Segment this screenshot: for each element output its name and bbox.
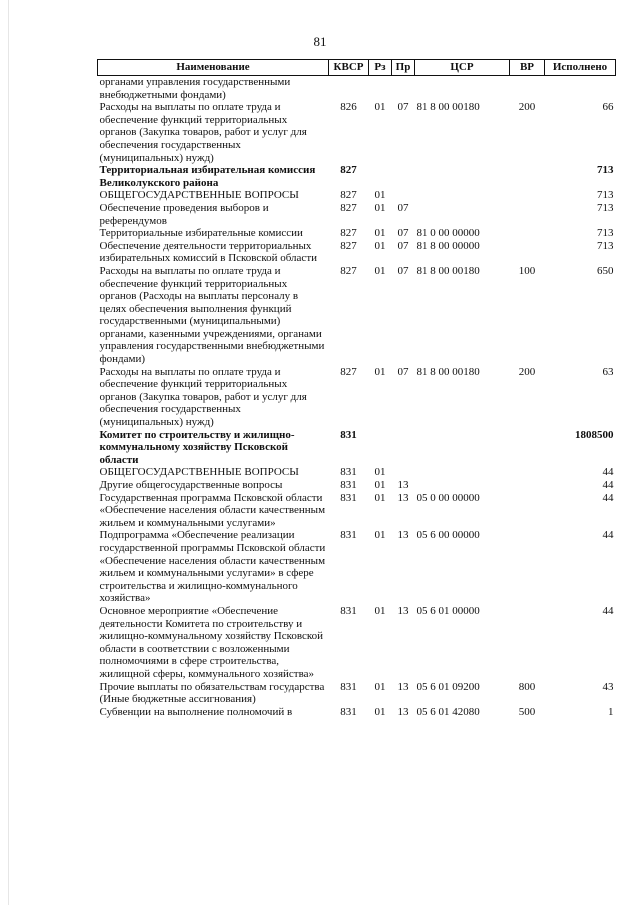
cell-name: Комитет по строительству и жилищно-коммунальному хозяйству Псковской области [99, 428, 295, 466]
cell-name: Расходы на выплаты по оплате труда и обеспечение функций территориальных органов (Закупка товаров, работ и услуг для обеспечения государственных (муниципальных) нужд) [99, 101, 307, 164]
cell-csr [415, 202, 510, 227]
cell-kvsr: 831 [340, 428, 357, 441]
cell-vr [510, 605, 545, 681]
cell-kvsr: 827 [340, 164, 357, 177]
cell-done: 713 [597, 189, 614, 202]
table-row [98, 466, 616, 479]
cell-name: Основное мероприятие «Обеспечение деятельности Комитета по строительству и жилищно-коммунальному хозяйству Псковской области в соответствии с возложенными полномочиями в сфере строительства, жилищной сферы, коммунального хозяйства» [99, 604, 324, 680]
table-header [98, 60, 616, 76]
cell-vr: 500 [518, 705, 536, 718]
cell-name: Другие общегосударственные вопросы [99, 479, 283, 491]
page-number: 81 [313, 34, 327, 49]
cell-csr: 81 8 00 00180 [416, 264, 480, 277]
cell-kvsr: 831 [340, 705, 357, 718]
cell-csr: 81 8 00 00180 [416, 101, 480, 114]
budget-table [97, 59, 616, 718]
cell-vr: 200 [518, 101, 536, 114]
cell-vr [510, 76, 545, 102]
cell-vr: 200 [518, 365, 536, 378]
cell-name: Подпрограмма «Обеспечение реализации государственной программы Псковской области «Обеспечение населения области качественным жильем и коммунальными услугами» в сфере строительства и жилищно-коммунального хозяйства» [99, 529, 326, 605]
cell-done: 63 [602, 365, 614, 378]
cell-vr [510, 227, 545, 240]
table-row [98, 101, 616, 164]
cell-vr [510, 202, 545, 227]
cell-pr [392, 189, 415, 202]
cell-rz: 01 [374, 365, 386, 378]
cell-done: 43 [602, 680, 614, 693]
page-edge-line [8, 0, 9, 905]
cell-kvsr: 831 [340, 604, 357, 617]
cell-pr: 13 [397, 705, 409, 718]
cell-pr: 07 [397, 264, 409, 277]
cell-pr: 13 [397, 491, 409, 504]
table-row [98, 202, 616, 227]
cell-vr [510, 429, 545, 467]
cell-done: 1 [608, 705, 614, 718]
cell-csr: 05 6 01 09200 [416, 680, 480, 693]
table-row [98, 189, 616, 202]
cell-rz: 01 [374, 491, 386, 504]
cell-vr [510, 529, 545, 605]
cell-name: Расходы на выплаты по оплате труда и обеспечение функций территориальных органов (Закупка товаров, работ и услуг для обеспечения государственных (муниципальных) нужд) [99, 365, 307, 429]
cell-pr: 07 [397, 201, 409, 214]
cell-csr [415, 479, 510, 492]
table-row [98, 76, 616, 102]
cell-name: Территориальные избирательные комиссии [99, 227, 303, 240]
table-row [98, 227, 616, 240]
header-kvsr: КВСР [329, 60, 369, 76]
cell-vr [510, 479, 545, 492]
cell-done [545, 76, 616, 102]
cell-pr: 07 [397, 239, 409, 252]
header-csr: ЦСР [415, 60, 510, 76]
cell-done: 44 [602, 604, 614, 617]
cell-rz: 01 [374, 680, 386, 693]
budget-table-container [97, 59, 615, 718]
cell-pr: 13 [397, 680, 409, 693]
cell-csr: 81 8 00 00180 [416, 365, 480, 378]
header-done: Исполнено [545, 60, 616, 76]
cell-name: Расходы на выплаты по оплате труда и обеспечение функций территориальных органов (Расходы на выплаты персоналу в целях обеспечения выполнения функций государственными (муниципальными) органами, казенными учреждениями, органами управления государственными внебюджетными фондами) [99, 264, 325, 366]
cell-vr [510, 240, 545, 265]
cell-pr [392, 164, 415, 189]
cell-pr: 07 [397, 101, 409, 114]
cell-vr [510, 466, 545, 479]
cell-done: 44 [602, 466, 614, 479]
cell-vr [510, 189, 545, 202]
cell-csr: 05 6 01 00000 [416, 604, 480, 617]
cell-csr [415, 429, 510, 467]
cell-done: 650 [597, 264, 614, 277]
cell-csr: 81 0 00 00000 [416, 227, 480, 240]
cell-rz: 01 [374, 201, 386, 214]
cell-rz: 01 [374, 239, 386, 252]
cell-kvsr: 827 [340, 239, 357, 252]
cell-pr: 13 [397, 529, 409, 542]
table-row [98, 706, 616, 719]
cell-kvsr [329, 76, 369, 102]
cell-csr [415, 164, 510, 189]
cell-kvsr: 827 [340, 227, 357, 240]
table-row [98, 429, 616, 467]
table-row [98, 529, 616, 605]
cell-vr: 800 [518, 680, 536, 693]
cell-done: 44 [602, 491, 614, 504]
cell-rz: 01 [374, 101, 386, 114]
cell-rz: 01 [374, 479, 386, 491]
cell-kvsr: 831 [340, 466, 357, 479]
cell-rz: 01 [374, 264, 386, 277]
cell-done: 713 [597, 227, 614, 240]
table-row [98, 265, 616, 366]
cell-kvsr: 831 [340, 680, 357, 693]
table-row [98, 605, 616, 681]
cell-rz: 01 [374, 604, 386, 617]
cell-pr [392, 429, 415, 467]
cell-rz: 01 [374, 466, 386, 479]
cell-name: ОБЩЕГОСУДАРСТВЕННЫЕ ВОПРОСЫ [99, 466, 299, 479]
cell-done: 44 [602, 529, 614, 542]
cell-done: 713 [597, 201, 614, 214]
cell-vr [510, 492, 545, 530]
cell-kvsr: 827 [340, 201, 357, 214]
cell-name: ОБЩЕГОСУДАРСТВЕННЫЕ ВОПРОСЫ [99, 189, 299, 202]
cell-name: Субвенции на выполнение полномочий в [99, 705, 293, 718]
table-row [98, 240, 616, 265]
cell-kvsr: 827 [340, 189, 357, 202]
cell-done: 66 [602, 101, 614, 114]
cell-name: Обеспечение проведения выборов и референдумов [99, 201, 269, 227]
header-rz: Рз [369, 60, 392, 76]
cell-rz [369, 76, 392, 102]
cell-pr [392, 76, 415, 102]
table-row [98, 492, 616, 530]
cell-done: 713 [597, 164, 614, 177]
cell-done: 44 [602, 479, 614, 491]
cell-kvsr: 827 [340, 365, 357, 378]
table-row [98, 366, 616, 429]
cell-kvsr: 827 [340, 264, 357, 277]
cell-done: 713 [597, 239, 614, 252]
cell-name: Территориальная избирательная комиссия Великолукского района [99, 164, 316, 189]
cell-pr: 13 [397, 479, 409, 491]
cell-done: 1808500 [575, 428, 614, 441]
cell-name: органами управления государственными внебюджетными фондами) [99, 76, 291, 101]
cell-csr: 05 6 00 00000 [416, 529, 480, 542]
cell-name: Государственная программа Псковской области «Обеспечение населения области качественным жильем и коммунальными услугами» [99, 491, 326, 529]
table-row [98, 479, 616, 492]
cell-rz: 01 [374, 705, 386, 718]
header-vr: ВР [510, 60, 545, 76]
cell-rz [369, 429, 392, 467]
cell-name: Обеспечение деятельности территориальных избирательных комиссий в Псковской области [99, 239, 318, 265]
cell-pr [392, 466, 415, 479]
table-row [98, 164, 616, 189]
cell-csr [415, 189, 510, 202]
cell-kvsr: 831 [340, 529, 357, 542]
cell-pr: 07 [397, 227, 409, 240]
cell-rz: 01 [374, 189, 386, 202]
header-pr: Пр [392, 60, 415, 76]
cell-csr: 05 6 01 42080 [416, 705, 480, 718]
cell-csr [415, 466, 510, 479]
cell-kvsr: 826 [340, 101, 357, 114]
header-name: Наименование [98, 60, 329, 76]
cell-vr [510, 164, 545, 189]
cell-rz [369, 164, 392, 189]
cell-rz: 01 [374, 227, 386, 240]
cell-name: Прочие выплаты по обязательствам государства (Иные бюджетные ассигнования) [99, 680, 325, 706]
table-body [98, 76, 616, 719]
cell-rz: 01 [374, 529, 386, 542]
cell-csr: 05 0 00 00000 [416, 491, 480, 504]
table-row [98, 681, 616, 706]
cell-pr: 13 [397, 604, 409, 617]
cell-kvsr: 831 [340, 491, 357, 504]
cell-csr [415, 76, 510, 102]
cell-pr: 07 [397, 365, 409, 378]
cell-kvsr: 831 [340, 479, 357, 491]
cell-vr: 100 [518, 264, 536, 277]
cell-csr: 81 8 00 00000 [416, 239, 480, 252]
